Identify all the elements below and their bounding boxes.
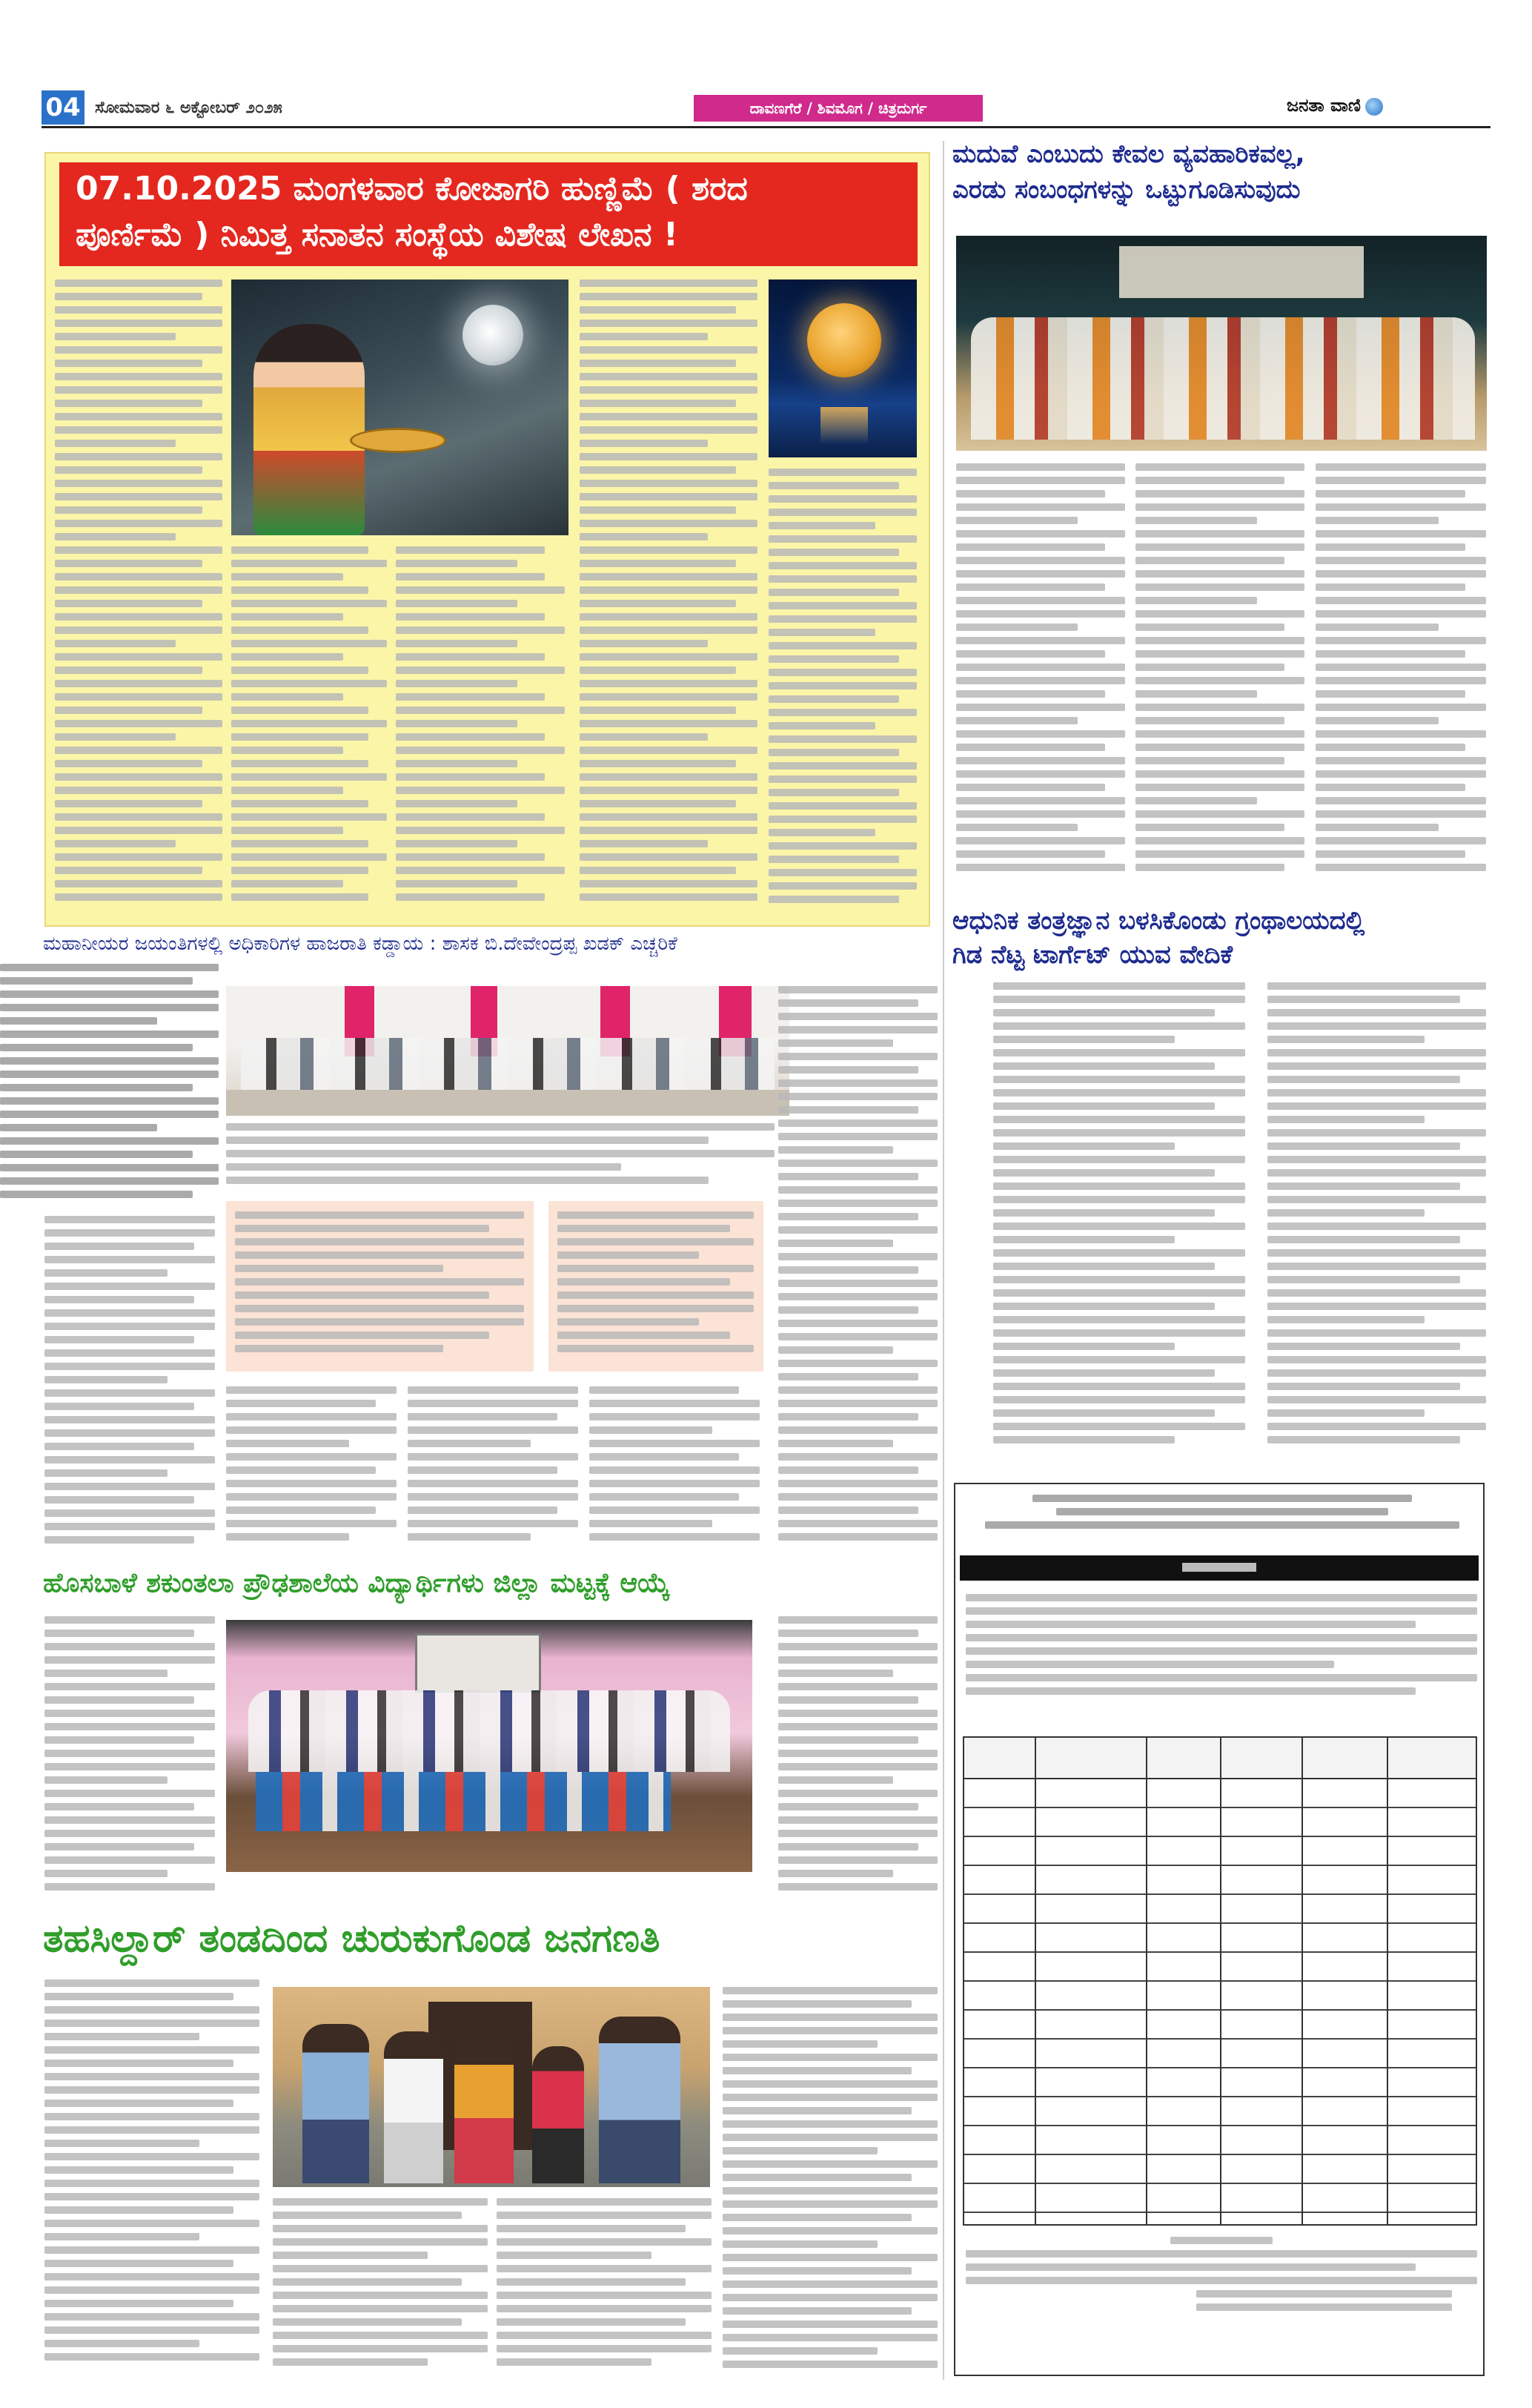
tender-title-text [1182,1563,1256,1572]
census-text-col-2 [723,1987,938,2380]
tender-table [963,1736,1477,2226]
tender-footer [966,2237,1477,2370]
census-team-photo [273,1987,710,2187]
library-headline-line1: ಆಧುನಿಕ ತಂತ್ರಜ್ಞಾನ ಬಳಸಿಕೊಂಡು ಗ್ರಂಥಾಲಯದಲ್ಲಿ [952,906,1365,936]
marriage-text-col-1 [956,463,1125,890]
festival-headline-line1: 07.10.2025 ಮಂಗಳವಾರ ಕೋಜಾಗರಿ ಹುಣ್ಣಿಮೆ ( ಶರದ [76,170,748,208]
jayanti-text-col-1 [44,1216,215,1557]
tender-col-rule-3 [1220,1738,1221,2224]
census-text-col-1 [44,1979,259,2380]
festival-text-col-5 [769,469,917,917]
school-banner [415,1633,541,1693]
page-number: 04 [42,90,84,125]
person-blue-shirt [302,2024,369,2183]
festival-text-col-3 [396,546,565,917]
moon-photo [769,280,917,457]
full-moon-icon [462,305,523,366]
tender-header [985,1495,1459,1547]
officials-row [241,1038,775,1090]
festival-text-col-2 [231,546,387,917]
library-text-col-1 [993,982,1245,1453]
tender-notice [954,1483,1485,2376]
school-headline: ಹೊಸಬಾಳೆ ಶಕುಂತಲಾ ಪ್ರೌಢಶಾಲೆಯ ವಿದ್ಯಾರ್ಥಿಗಳು ಜಿಲ್ಲಾ ಮಟ್ಟಕ್ಕೆ ಆಯ್ಕೆ [43,1568,670,1598]
marriage-headline-line1: ಮದುವೆ ಎಂಬುದು ಕೇವಲ ವ್ಯವಹಾರಿಕವಲ್ಲ, [952,139,1305,169]
stage-banner [1119,246,1364,298]
tender-col-rule-1 [1035,1738,1036,2224]
tender-col-rule-2 [1146,1738,1147,2224]
jayanti-note-box-2 [548,1201,763,1372]
festival-illustration [231,280,568,535]
main-column-divider [943,141,944,2380]
date-line: ಸೋಮವಾರ ೬ ಅಕ್ಟೋಬರ್ ೨೦೨೫ [95,99,282,117]
school-text-col-left [44,1616,215,1898]
person-yellow-saree [454,2039,514,2183]
jayanti-note-text-2 [557,1211,754,1363]
stage-people-row [971,317,1475,440]
census-text-col-3 [273,2198,488,2380]
library-headline-line2: ಗಿಡ ನೆಟ್ಟ ಟಾರ್ಗೆಟ್ ಯುವ ವೇದಿಕೆ [952,940,1233,970]
jayanti-text-col-2 [226,1386,397,1557]
library-text-col-2 [1267,982,1486,1453]
school-students-photo [226,1620,752,1872]
masthead-rule [42,126,1490,128]
census-text-col-4 [497,2198,712,2380]
jayanti-note-box-1 [226,1201,534,1372]
person-white-shirt [384,2031,443,2183]
jayanti-headline: ಮಹಾನೀಯರ ಜಯಂತಿಗಳಲ್ಲಿ ಅಧಿಕಾರಿಗಳ ಹಾಜರಾತಿ ಕಡ್ಡಾಯ : ಶಾಸಕ ಬಿ.ದೇವೇಂದ್ರಪ್ಪ ಖಡಕ್ ಎಚ್ಚರಿಕೆ [43,933,677,955]
paper-name [1287,92,1494,125]
marriage-event-photo [956,236,1487,451]
person-red-top [532,2046,584,2183]
woman-figure [253,324,365,535]
paper-name-text: ಜನತಾ ವಾಣಿ [1287,95,1361,116]
tender-intro [966,1594,1477,1720]
person-blue-coat [599,2017,680,2183]
tender-col-rule-4 [1301,1738,1303,2224]
marriage-text-col-2 [1135,463,1304,890]
festival-text-col-1 [55,280,222,917]
jayanti-text-col-5 [778,986,938,1557]
tender-col-rule-5 [1387,1738,1388,2224]
census-headline: ತಹಸಿಲ್ದಾರ್ ತಂಡದಿಂದ ಚುರುಕುಗೊಂಡ ಜನಗಣತಿ [43,1916,660,1961]
jayanti-text-col-3 [408,1386,578,1557]
festival-headline-box [59,162,918,266]
school-group-seated [256,1772,671,1831]
festival-text-col-4 [580,280,757,917]
moon-icon [807,303,881,377]
jayanti-meeting-photo [226,986,789,1116]
school-text-col-right [778,1616,938,1898]
jayanti-note-text-1 [235,1211,524,1363]
festival-headline-line2: ಪೂರ್ಣಿಮೆ ) ನಿಮಿತ್ತ ಸನಾತನ ಸಂಸ್ಥೆಯ ವಿಶೇಷ ಲೇಖನ ! [76,216,678,254]
masthead [42,87,1490,129]
festival-article [44,152,930,927]
puja-plate [350,428,446,453]
marriage-text-col-3 [1316,463,1486,890]
school-group-standing [248,1690,730,1772]
jayanti-caption [226,1123,775,1205]
moon-reflection [820,407,868,444]
jayanti-text-col-left [0,964,219,1208]
marriage-headline-line2: ಎರಡು ಸಂಬಂಧಗಳನ್ನು ಒಟ್ಟುಗೂಡಿಸುವುದು [952,175,1301,205]
jayanti-text-col-4 [589,1386,760,1557]
tender-title-bar [960,1555,1479,1581]
region-tag: ದಾವಣಗೆರೆ / ಶಿವಮೊಗ / ಚಿತ್ರದುರ್ಗ [694,95,983,122]
globe-icon [1365,98,1383,116]
meeting-table [226,1090,789,1116]
